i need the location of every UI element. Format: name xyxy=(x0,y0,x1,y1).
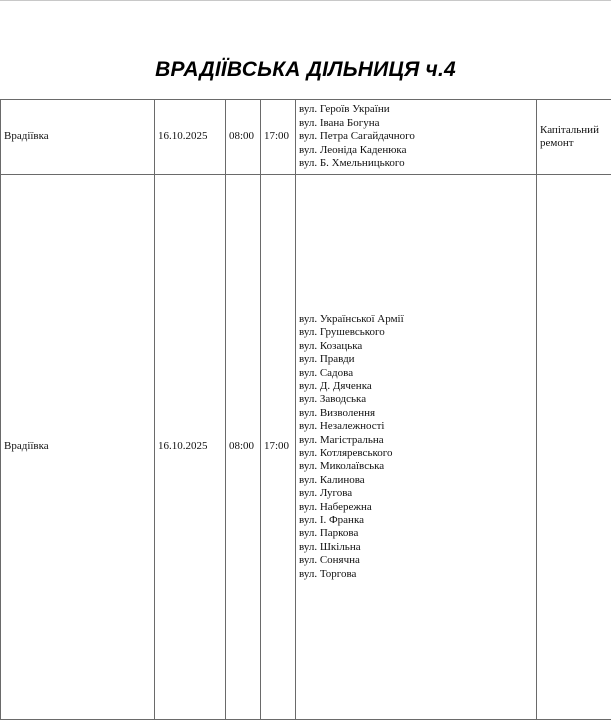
street-item: вул. Петра Сагайдачного xyxy=(299,130,415,143)
table-row xyxy=(1,100,611,175)
streets-cell xyxy=(296,100,537,175)
street-item: вул. Миколаївська xyxy=(299,460,385,473)
street-list xyxy=(299,103,533,170)
street-item: вул. І. Франка xyxy=(299,514,365,527)
settlement-cell: Врадіївка xyxy=(1,175,155,720)
street-item: вул. Садова xyxy=(299,366,354,379)
table-row xyxy=(1,175,611,720)
settlement-cell: Врадіївка xyxy=(1,100,155,175)
street-item: вул. Української Армії xyxy=(299,312,404,325)
note-cell xyxy=(537,175,611,720)
street-item: вул. Сонячна xyxy=(299,554,360,567)
date-cell: 16.10.2025 xyxy=(155,175,226,720)
end-time-cell: 17:00 xyxy=(261,100,296,175)
street-item: вул. Правди xyxy=(299,353,355,366)
streets-cell xyxy=(296,175,537,720)
street-list xyxy=(299,313,533,581)
street-item: вул. Магістральна xyxy=(299,433,384,446)
street-item: вул. Паркова xyxy=(299,527,359,540)
street-item: вул. Шкільна xyxy=(299,540,361,553)
top-divider xyxy=(0,0,611,1)
street-item: вул. Героїв України xyxy=(299,103,390,116)
end-time-cell: 17:00 xyxy=(261,175,296,720)
street-item: вул. Набережна xyxy=(299,500,372,513)
street-item: вул. Калинова xyxy=(299,473,365,486)
street-item: вул. Леоніда Каденюка xyxy=(299,143,407,156)
street-item: вул. Заводська xyxy=(299,393,367,406)
street-item: вул. Котляревського xyxy=(299,447,393,459)
street-item: вул. Б. Хмельницького xyxy=(299,157,405,170)
street-item: вул. Торгова xyxy=(299,567,357,580)
street-item: вул. Грушевського xyxy=(299,326,385,339)
street-item: вул. Козацька xyxy=(299,339,363,352)
outage-schedule-table xyxy=(0,99,611,720)
date-cell: 16.10.2025 xyxy=(155,100,226,175)
start-time-cell: 08:00 xyxy=(226,175,261,720)
note-cell: Капітальний ремонт xyxy=(537,100,611,175)
street-item: вул. Незалежності xyxy=(299,420,385,433)
street-item: вул. Визволення xyxy=(299,406,376,419)
start-time-cell: 08:00 xyxy=(226,100,261,175)
street-item: вул. Лугова xyxy=(299,487,353,500)
street-item: вул. Івана Богуна xyxy=(299,116,380,129)
street-item: вул. Д. Дяченка xyxy=(299,379,372,392)
page-title: ВРАДІЇВСЬКА ДІЛЬНИЦЯ ч.4 xyxy=(155,58,456,81)
